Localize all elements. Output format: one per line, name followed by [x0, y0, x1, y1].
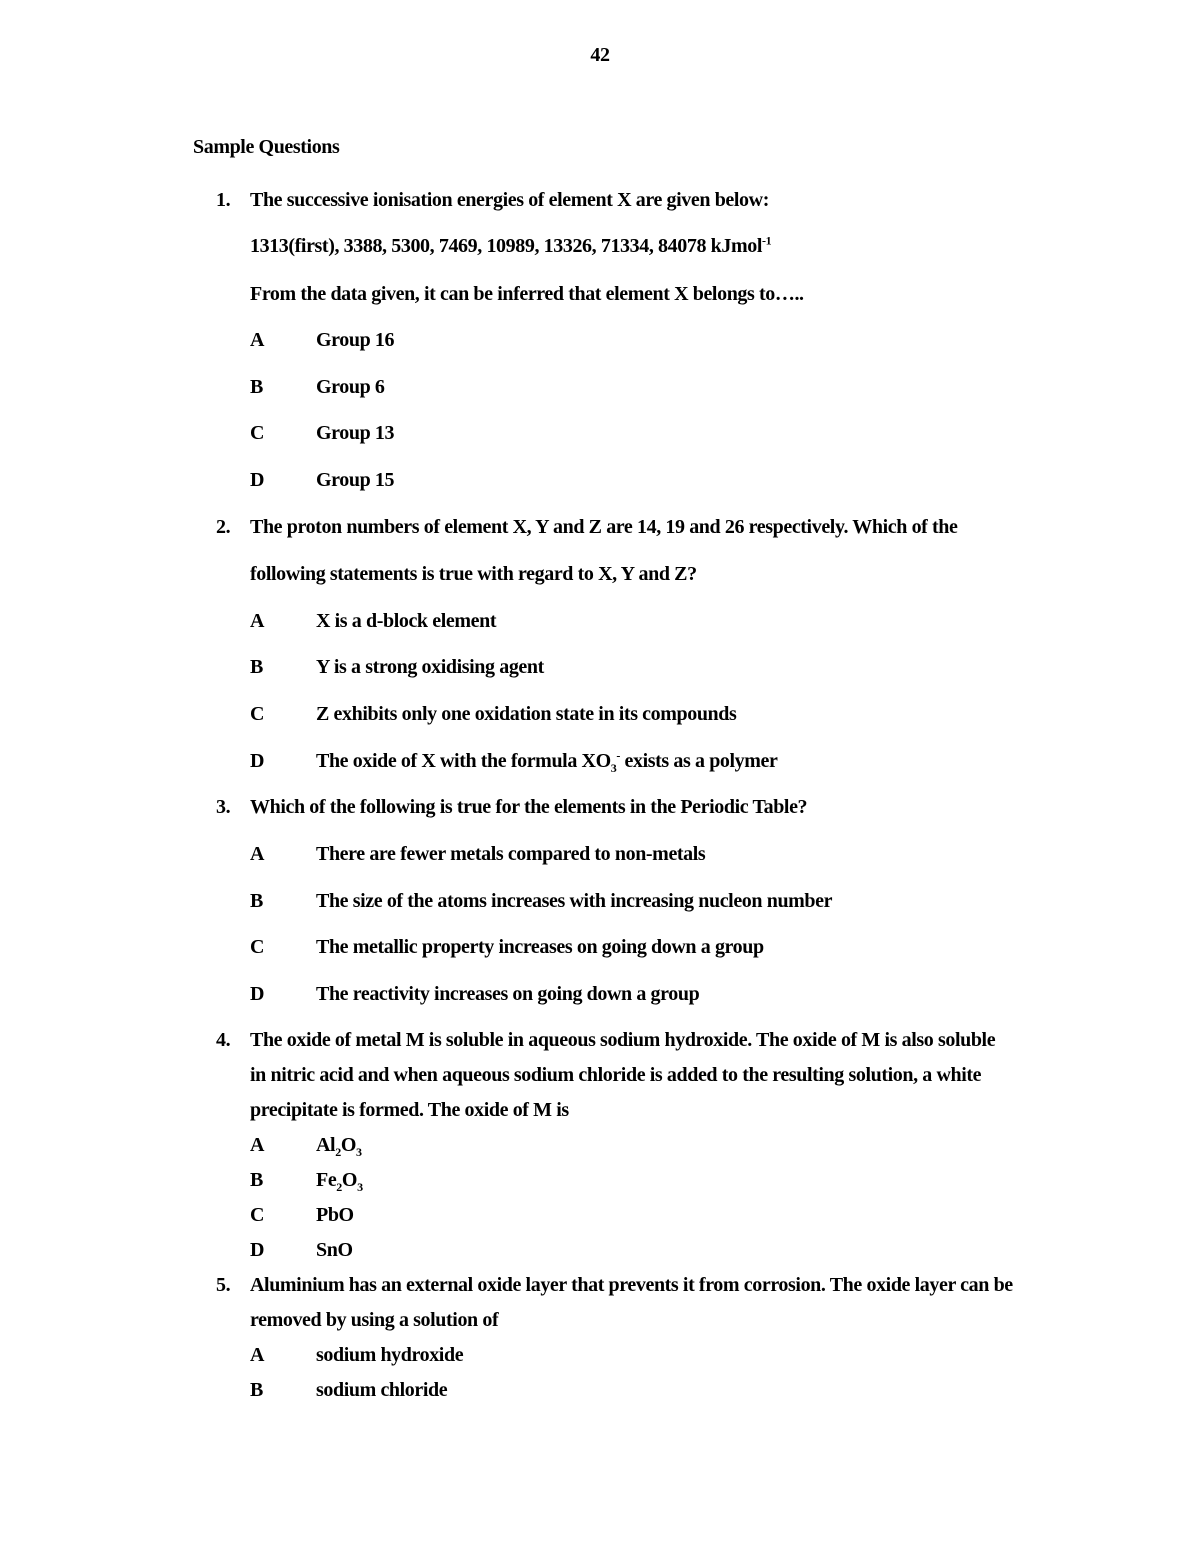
- subscript: 2: [336, 1180, 342, 1194]
- question-text: in nitric acid and when aqueous sodium chloride is added to the resulting solution, a white: [250, 1064, 982, 1086]
- question-text: The oxide of metal M is soluble in aqueous sodium hydroxide. The oxide of M is also soluble: [250, 1029, 996, 1051]
- question-text: Aluminium has an external oxide layer that prevents it from corrosion. The oxide layer can be: [250, 1274, 1013, 1296]
- question-number: 1.: [216, 189, 231, 211]
- option-letter: D: [250, 983, 265, 1005]
- option-text: Group 16: [316, 329, 395, 351]
- formula-text: The oxide of X with the formula XO: [316, 750, 611, 772]
- unit-superscript: -1: [762, 233, 772, 248]
- subscript: 3: [355, 1145, 362, 1159]
- option-letter: C: [250, 1204, 265, 1226]
- page-number: 42: [590, 44, 610, 66]
- formula-text: exists as a polymer: [619, 750, 778, 772]
- formula-text: Al: [316, 1134, 336, 1156]
- option-text: Y is a strong oxidising agent: [316, 656, 544, 678]
- option-text: PbO: [316, 1204, 354, 1226]
- option-letter: D: [250, 1239, 265, 1261]
- option-text: [316, 1132, 362, 1158]
- option-text: [316, 748, 778, 774]
- question-text: The proton numbers of element X, Y and Z are 14, 19 and 26 respectively. Which of the: [250, 516, 958, 538]
- option-text: Group 13: [316, 422, 395, 444]
- question-data-line: [250, 233, 771, 259]
- option-text: There are fewer metals compared to non-metals: [316, 843, 706, 865]
- option-text: X is a d-block element: [316, 610, 497, 632]
- subscript: 2: [335, 1145, 341, 1159]
- option-letter: C: [250, 936, 265, 958]
- question-text: following statements is true with regard to X, Y and Z?: [250, 563, 697, 585]
- question-text: The successive ionisation energies of element X are given below:: [250, 189, 769, 211]
- superscript: -: [616, 748, 620, 763]
- question-text: removed by using a solution of: [250, 1309, 499, 1331]
- option-letter: D: [250, 750, 265, 772]
- subscript: 3: [357, 1180, 363, 1194]
- question-text: precipitate is formed. The oxide of M is: [250, 1099, 569, 1121]
- option-text: Z exhibits only one oxidation state in its compounds: [316, 703, 737, 725]
- option-text: Group 6: [316, 376, 385, 398]
- formula-text: Fe: [316, 1169, 337, 1191]
- option-text: sodium chloride: [316, 1379, 448, 1401]
- question-text: Which of the following is true for the elements in the Periodic Table?: [250, 796, 808, 818]
- option-letter: B: [250, 1379, 263, 1401]
- question-number: 5.: [216, 1274, 231, 1296]
- option-letter: A: [250, 843, 265, 865]
- option-text: sodium hydroxide: [316, 1344, 464, 1366]
- option-text: SnO: [316, 1239, 353, 1261]
- question-number: 2.: [216, 516, 231, 538]
- section-heading: Sample Questions: [193, 136, 340, 158]
- option-letter: C: [250, 703, 265, 725]
- option-letter: A: [250, 1134, 265, 1156]
- option-letter: B: [250, 376, 263, 398]
- option-letter: A: [250, 610, 265, 632]
- option-letter: B: [250, 656, 263, 678]
- ionisation-energies: 1313(first), 3388, 5300, 7469, 10989, 13326, 71334, 84078 kJmol: [250, 235, 762, 257]
- option-letter: A: [250, 329, 265, 351]
- option-letter: B: [250, 1169, 263, 1191]
- option-letter: B: [250, 890, 263, 912]
- option-text: The metallic property increases on going down a group: [316, 936, 764, 958]
- option-letter: C: [250, 422, 265, 444]
- question-number: 4.: [216, 1029, 231, 1051]
- option-letter: A: [250, 1344, 265, 1366]
- formula-text: O: [340, 1134, 356, 1156]
- option-text: [316, 1167, 363, 1193]
- option-text: The reactivity increases on going down a group: [316, 983, 700, 1005]
- formula-text: O: [341, 1169, 358, 1191]
- question-text: From the data given, it can be inferred that element X belongs to…..: [250, 283, 804, 305]
- option-text: The size of the atoms increases with increasing nucleon number: [316, 890, 833, 912]
- subscript: 3: [610, 761, 617, 775]
- option-letter: D: [250, 469, 265, 491]
- question-number: 3.: [216, 796, 231, 818]
- option-text: Group 15: [316, 469, 395, 491]
